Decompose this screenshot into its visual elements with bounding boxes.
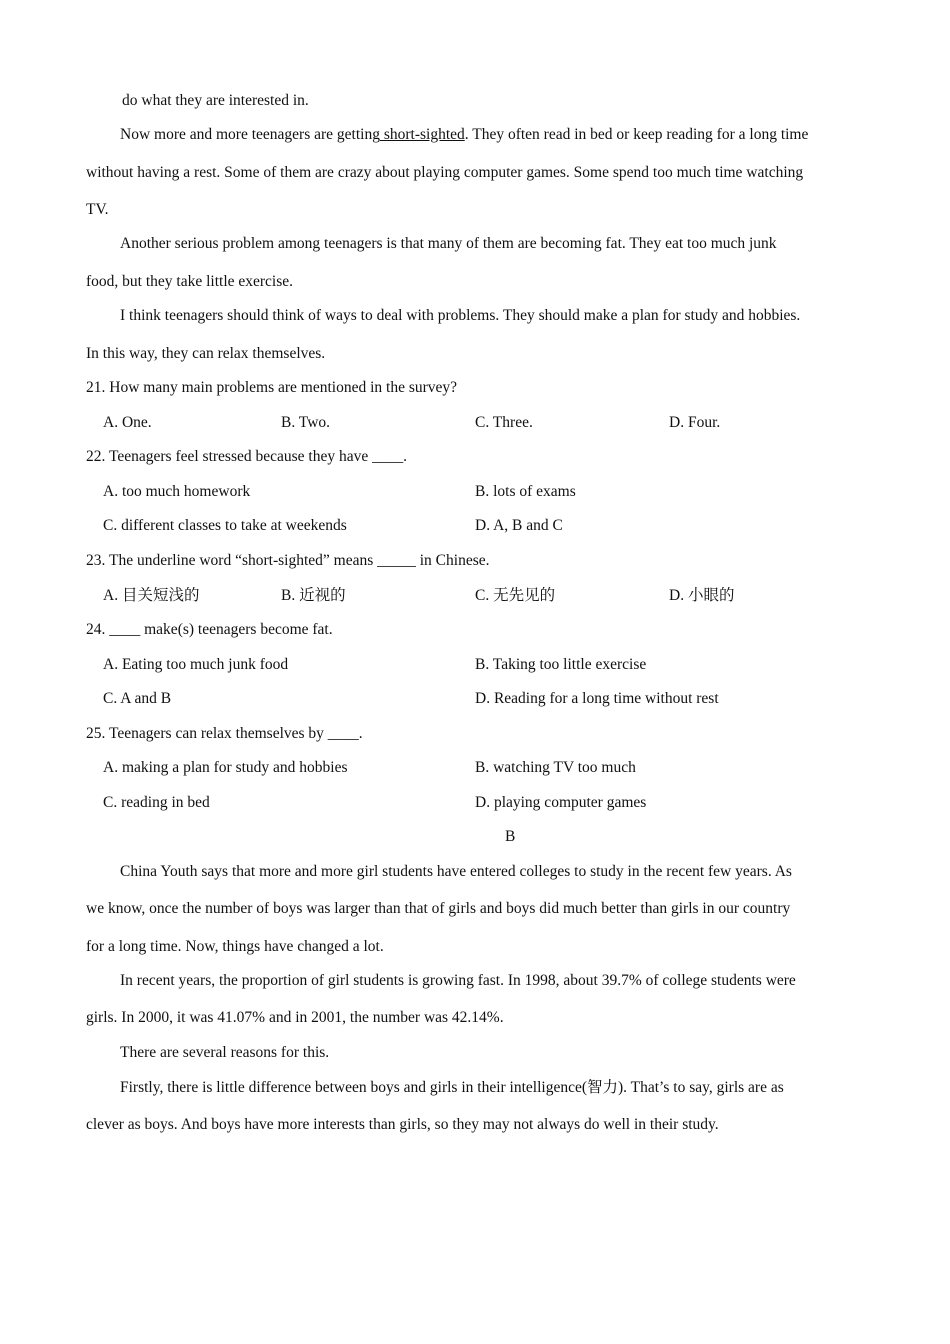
passage-a-line: do what they are interested in. [122, 92, 309, 109]
underlined-word: short-sighted [379, 126, 465, 143]
passage-b-line: clever as boys. And boys have more interests than girls, so they may not always do well in their study. [86, 1116, 719, 1133]
answer-option[interactable]: D. A, B and C [475, 517, 563, 534]
answer-option[interactable]: A. Eating too much junk food [103, 656, 289, 673]
passage-a-paragraph-3: I think teenagers should think of ways to deal with problems. They should make a plan for study and hobbies. [120, 307, 801, 324]
passage-b-paragraph-1: China Youth says that more and more girl students have entered colleges to study in the recent few years. As [120, 863, 792, 880]
passage-b-paragraph-2: In recent years, the proportion of girl students is growing fast. In 1998, about 39.7% of college students were [120, 972, 796, 989]
answer-option[interactable]: C. A and B [103, 690, 172, 707]
answer-option[interactable]: C. different classes to take at weekends [103, 517, 347, 534]
question-stem: 21. How many main problems are mentioned in the survey? [86, 379, 458, 396]
question-stem: 23. The underline word “short-sighted” means _____ in Chinese. [86, 552, 490, 569]
answer-option[interactable]: B. lots of exams [475, 483, 576, 500]
passage-b-line: girls. In 2000, it was 41.07% and in 2001, the number was 42.14%. [86, 1009, 504, 1026]
answer-option[interactable]: A. too much homework [103, 483, 251, 500]
answer-option[interactable]: C. Three. [475, 414, 533, 431]
answer-option[interactable]: B. Two. [281, 414, 331, 431]
question-stem: 22. Teenagers feel stressed because they have ____. [86, 448, 407, 465]
question-stem: 24. ____ make(s) teenagers become fat. [86, 621, 333, 638]
question-stem: 25. Teenagers can relax themselves by ____. [86, 725, 363, 742]
passage-a-paragraph-1: Now more and more teenagers are getting short-sighted. They often read in bed or keep reading for a long time [120, 126, 809, 143]
answer-option[interactable]: B. 近视的 [281, 587, 346, 604]
answer-option[interactable]: D. playing computer games [475, 794, 647, 811]
passage-b-paragraph-4: Firstly, there is little difference between boys and girls in their intelligence(智力). That’s to say, girls are as [120, 1079, 784, 1096]
section-heading: B [505, 828, 516, 845]
passage-a-paragraph-2: Another serious problem among teenagers is that many of them are becoming fat. They eat too much junk [120, 235, 777, 252]
passage-a-line: In this way, they can relax themselves. [86, 345, 326, 362]
answer-option[interactable]: D. Four. [669, 414, 721, 431]
answer-option[interactable]: A. One. [103, 414, 152, 431]
answer-option[interactable]: B. Taking too little exercise [475, 656, 647, 673]
answer-option[interactable]: D. 小眼的 [669, 587, 735, 604]
answer-option[interactable]: C. 无先见的 [475, 587, 556, 604]
passage-b-line: for a long time. Now, things have changed a lot. [86, 938, 384, 955]
answer-option[interactable]: A. making a plan for study and hobbies [103, 759, 348, 776]
answer-option[interactable]: A. 目关短浅的 [103, 587, 200, 604]
answer-option[interactable]: B. watching TV too much [475, 759, 636, 776]
answer-option[interactable]: C. reading in bed [103, 794, 210, 811]
passage-b-paragraph-3: There are several reasons for this. [120, 1044, 330, 1061]
answer-option[interactable]: D. Reading for a long time without rest [475, 690, 719, 707]
passage-a-line: without having a rest. Some of them are crazy about playing computer games. Some spend too much time watching [86, 164, 804, 181]
passage-a-line: food, but they take little exercise. [86, 273, 294, 290]
passage-b-line: we know, once the number of boys was larger than that of girls and boys did much better than girls in our country [86, 900, 791, 917]
passage-a-line: TV. [86, 201, 109, 218]
